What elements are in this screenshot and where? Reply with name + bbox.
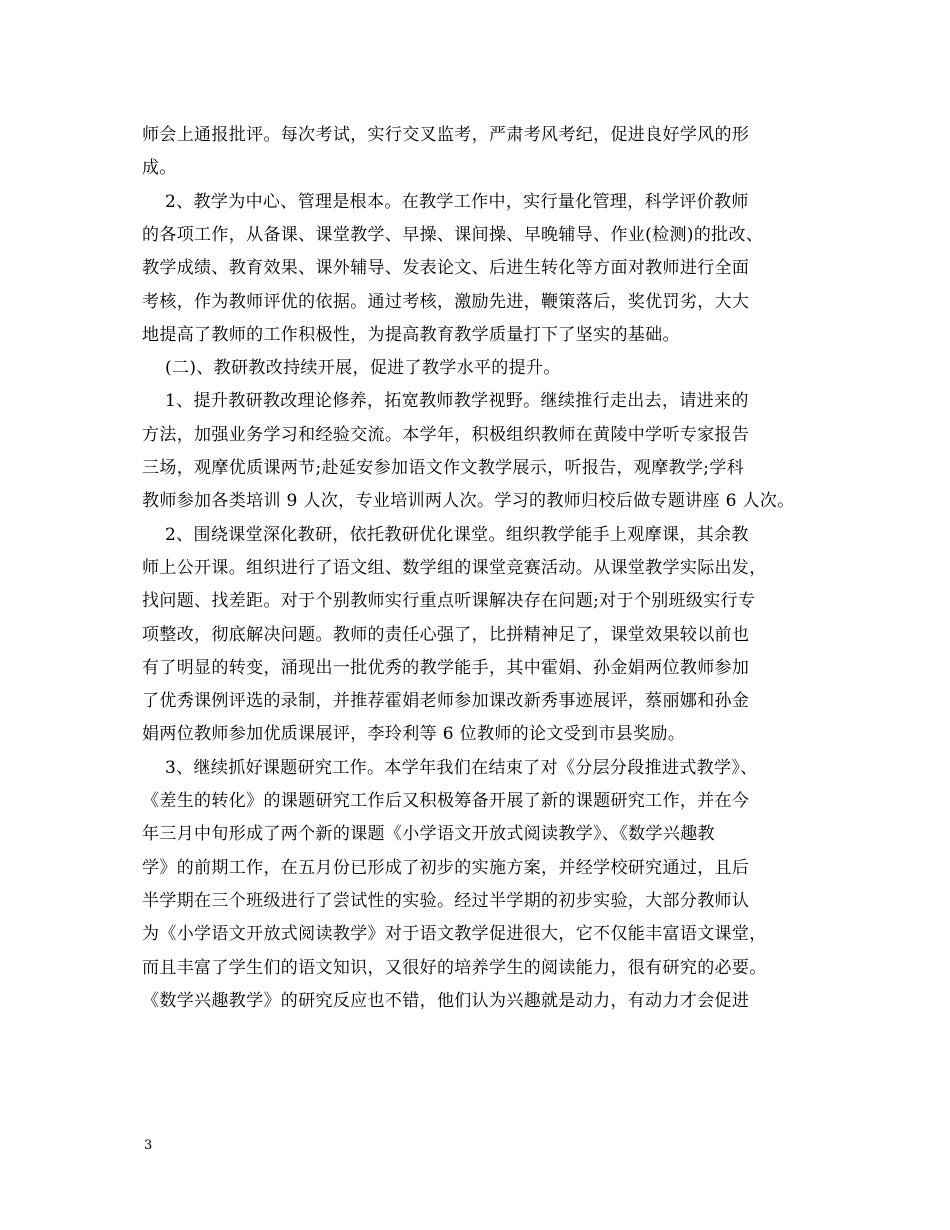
text-line: 3、继续抓好课题研究工作。本学年我们在结束了对《分层分段推进式教学》、 [142,757,758,778]
text-line: 考核，作为教师评优的依据。通过考核，激励先进，鞭策落后，奖优罚劣，大大 [142,291,750,312]
page-number: 3 [144,1138,153,1153]
text-line: 方法，加强业务学习和经验交流。本学年，积极组织教师在黄陵中学听专家报告 [142,424,750,445]
text-line: 找问题、找差距。对于个别教师实行重点听课解决存在问题;对于个别班级实行专 [142,591,756,612]
text-line: 师会上通报批评。每次考试，实行交叉监考，严肃考风考纪，促进良好学风的形 [142,125,750,145]
text-line: 而且丰富了学生们的语文知识，又很好的培养学生的阅读能力，很有研究的必要。 [142,957,767,978]
text-line: 1、提升教研教改理论修养，拓宽教师教学视野。继续推行走出去，请进来的 [142,391,749,412]
text-line: 的各项工作，从备课、课堂教学、早操、课间操、早晚辅导、作业(检测)的批改、 [142,224,764,245]
text-line: 三场，观摩优质课两节;赴延安参加语文作文教学展示，听报告，观摩教学;学科 [142,458,745,478]
text-line: 半学期在三个班级进行了尝试性的实验。经过半学期的初步实验，大部分教师认 [142,890,750,911]
text-line: 项整改，彻底解决问题。教师的责任心强了，比拼精神足了，课堂效果较以前也 [142,624,750,645]
text-line: 《差生的转化》的课题研究工作后又积极筹备开展了新的课题研究工作，并在今 [142,791,750,811]
text-line: 成。 [142,158,177,179]
text-line: 年三月中旬形成了两个新的课题《小学语文开放式阅读教学》、《数学兴趣教 [142,824,715,845]
text-line: 教学成绩、教育效果、课外辅导、发表论文、后进生转化等方面对教师进行全面 [142,258,750,279]
text-line: 师上公开课。组织进行了语文组、数学组的课堂竞赛活动。从课堂教学实际出发， [142,557,767,578]
text-line: 为《小学语文开放式阅读教学》对于语文教学促进很大，它不仅能丰富语文课堂， [142,924,767,945]
text-line: 了优秀课例评选的录制，并推荐霍娟老师参加课改新秀事迹展评，蔡丽娜和孙金 [142,691,750,712]
text-line: 《数学兴趣教学》的研究反应也不错，他们认为兴趣就是动力，有动力才会促进 [142,990,750,1011]
text-line: 有了明显的转变，涌现出一批优秀的教学能手，其中霍娟、孙金娟两位教师参加 [142,657,750,678]
text-line: 2、围绕课堂深化教研，依托教研优化课堂。组织教学能手上观摩课，其余教 [142,524,749,545]
text-line: 娟两位教师参加优质课展评，李玲利等 6 位教师的论文受到市县奖励。 [142,724,686,745]
text-line: 教师参加各类培训 9 人次，专业培训两人次。学习的教师归校后做专题讲座 6 人次。 [142,491,795,512]
text-line: 学》的前期工作，在五月份已形成了初步的实施方案，并经学校研究通过，且后 [142,857,750,878]
text-line: (二)、教研教改持续开展，促进了教学水平的提升。 [142,358,561,379]
text-line: 2、教学为中心、管理是根本。在教学工作中，实行量化管理，科学评价教师 [142,191,749,212]
text-line: 地提高了教师的工作积极性，为提高教育教学质量打下了坚实的基础。 [142,324,680,345]
